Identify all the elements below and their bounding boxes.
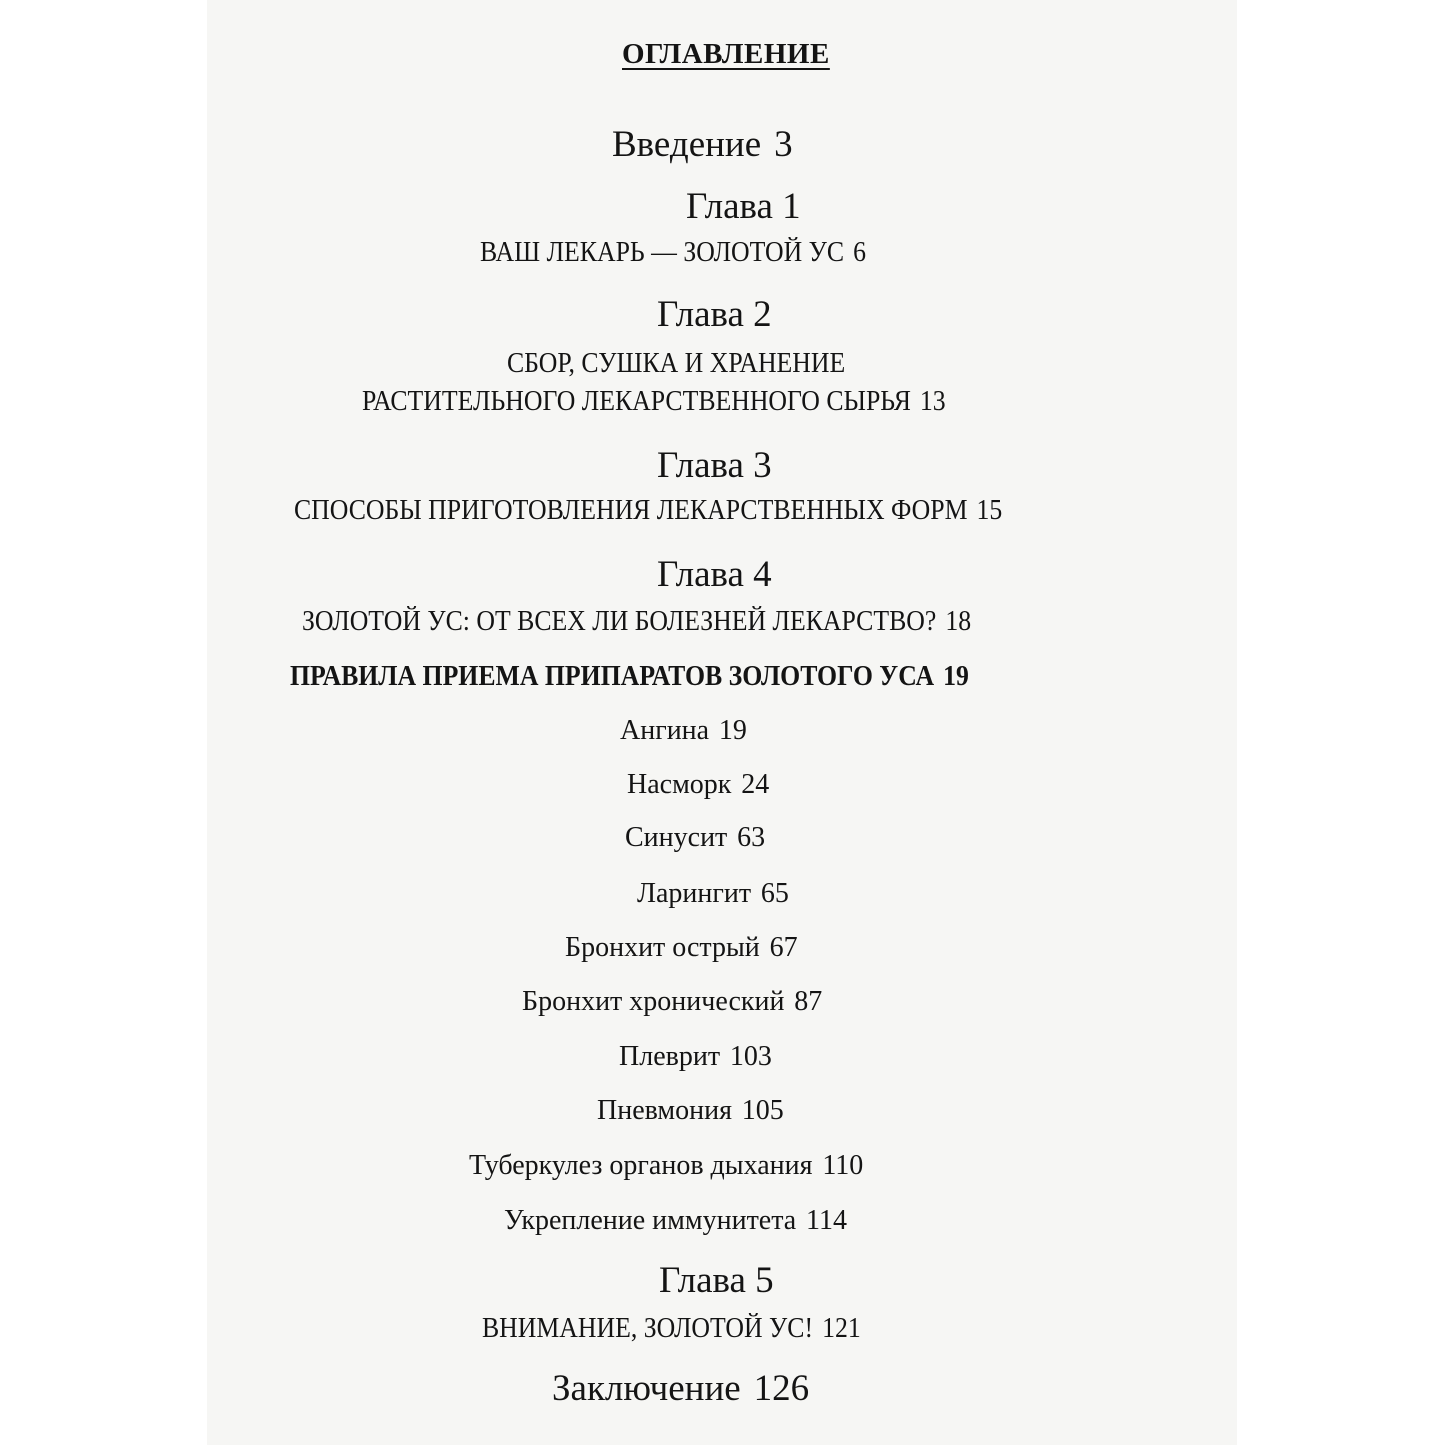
toc-entry-chapter3 [294,497,1002,525]
chapter-heading-4: Глава 4 [657,554,772,595]
entry-label: Укрепление иммунитета [504,1205,797,1236]
chapter-heading-3: Глава 3 [657,445,772,486]
entry-page-number: 19 [943,661,969,692]
toc-entry-rules [290,663,969,691]
entry-page-number: 114 [806,1205,848,1236]
entry-page-number: 65 [760,878,789,909]
toc-entry-chapter2-line1: СБОР, СУШКА И ХРАНЕНИЕ [507,348,846,379]
toc-entry-chapter2-line2 [362,388,946,416]
entry-label: Насморк [627,769,732,800]
entry-label: Ангина [620,715,710,746]
entry-page-number: 19 [718,715,747,746]
entry-page-number: 103 [729,1041,772,1072]
chapter-heading-2: Глава 2 [657,294,772,335]
toc-entry-chapter4 [302,608,971,636]
entry-label: Плеврит [619,1041,721,1072]
entry-label: Туберкулез органов дыхания [469,1150,813,1181]
entry-page-number: 67 [769,932,798,963]
toc-subentry [469,1152,863,1180]
toc-subentry [627,771,769,799]
entry-label: ПРАВИЛА ПРИЕМА ПРИПАРАТОВ ЗОЛОТОГО УСА [290,661,935,692]
toc-subentry [597,1097,784,1125]
toc-entry-conclusion [552,1370,809,1407]
entry-label: Ларингит [637,878,752,909]
entry-page-number: 63 [737,822,766,853]
entry-page-number: 105 [741,1095,784,1126]
chapter-heading-5: Глава 5 [659,1260,774,1301]
toc-title: ОГЛАВЛЕНИЕ [622,38,830,70]
chapter-heading-1: Глава 1 [686,186,801,227]
entry-page-number: 24 [741,769,770,800]
entry-page-number: 121 [822,1313,861,1344]
entry-page-number: 87 [794,986,823,1017]
toc-subentry [625,824,765,852]
entry-page-number: 13 [919,386,946,417]
entry-page-number: 126 [753,1368,810,1409]
entry-label: Пневмония [597,1095,732,1126]
entry-label: РАСТИТЕЛЬНОГО ЛЕКАРСТВЕННОГО СЫРЬЯ [362,386,911,417]
book-page [207,0,1237,1445]
entry-page-number: 3 [774,124,793,165]
toc-entry-chapter1 [480,239,866,267]
entry-page-number: 110 [822,1150,864,1181]
entry-label: ВНИМАНИЕ, ЗОЛОТОЙ УС! [482,1313,814,1344]
entry-label: ЗОЛОТОЙ УС: ОТ ВСЕХ ЛИ БОЛЕЗНЕЙ ЛЕКАРСТВО? [302,606,937,637]
entry-label: Заключение [552,1368,741,1409]
entry-page-number: 15 [976,495,1003,526]
toc-entry-chapter5 [482,1315,861,1343]
entry-label: Синусит [625,822,728,853]
toc-subentry [522,988,822,1016]
entry-label: Бронхит хронический [522,986,785,1017]
toc-subentry [620,717,747,745]
toc-subentry [565,934,798,962]
entry-label: СПОСОБЫ ПРИГОТОВЛЕНИЯ ЛЕКАРСТВЕННЫХ ФОРМ [294,495,968,526]
entry-page-number: 18 [945,606,972,637]
entry-label: ВАШ ЛЕКАРЬ — ЗОЛОТОЙ УС [480,237,845,268]
entry-page-number: 6 [853,237,866,268]
entry-label: Бронхит острый [565,932,760,963]
toc-entry-intro [612,126,793,163]
toc-subentry [504,1207,847,1235]
toc-subentry [619,1043,772,1071]
entry-label: Введение [612,124,762,165]
toc-subentry [637,880,789,908]
